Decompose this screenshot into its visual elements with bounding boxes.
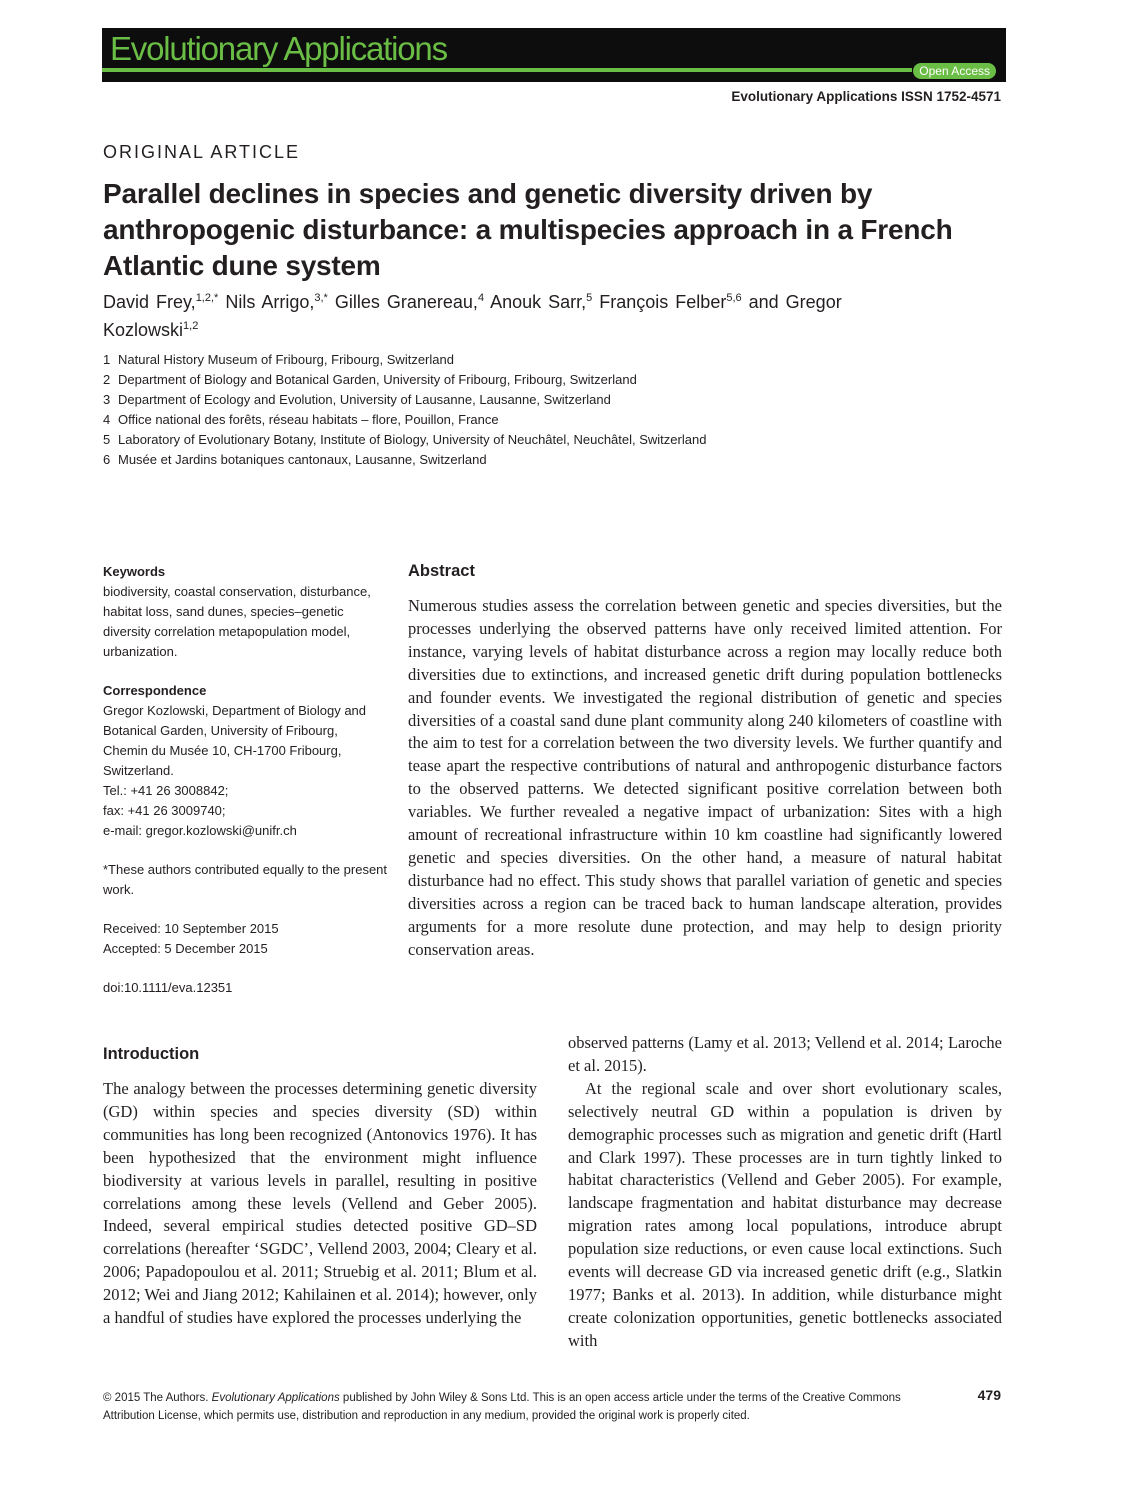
intro-paragraph-continued: observed patterns (Lamy et al. 2013; Vellend et al. 2014; Laroche et al. 2015). bbox=[568, 1033, 1002, 1075]
correspondence-email[interactable]: e-mail: gregor.kozlowski@unifr.ch bbox=[103, 823, 297, 838]
correspondence-line: fax: +41 26 3009740; bbox=[103, 803, 226, 818]
open-access-badge: Open Access bbox=[913, 63, 996, 79]
article-metadata-sidebar bbox=[103, 562, 393, 998]
introduction-heading: Introduction bbox=[103, 1045, 200, 1063]
affiliation-item: 5 Laboratory of Evolutionary Botany, Institute of Biology, University of Neuchâtel, Neuchâtel, Switzerland bbox=[103, 432, 707, 447]
intro-paragraph: At the regional scale and over short evolutionary scales, selectively neutral GD within a population is driven by demographic processes such as migration and genetic drift (Hartl and Clark 1997). These processes are in turn tightly linked to habitat characteristics (Vellend and Geber 2005). For example, landscape fragmentation and habitat disturbance may decrease migration rates among local populations, introduce abrupt population size reductions, or even cause local extinctions. Such events will decrease GD via increased genetic drift (e.g., Slatkin 1977; Banks et al. 2013). In addition, while disturbance might create colonization opportunities, genetic bottlenecks associated with bbox=[568, 1078, 1002, 1350]
correspondence-line: Switzerland. bbox=[103, 763, 174, 778]
journal-name-italic: Evolutionary Applications bbox=[211, 1392, 340, 1404]
body-column-right bbox=[568, 1032, 1002, 1353]
page-number: 479 bbox=[977, 1387, 1001, 1403]
correspondence-label: Correspondence bbox=[103, 683, 207, 698]
author-list bbox=[103, 286, 923, 342]
received-date: Received: 10 September 2015 bbox=[103, 921, 279, 936]
dates-block bbox=[103, 919, 393, 959]
article-type: ORIGINAL ARTICLE bbox=[103, 142, 301, 162]
issn-line: Evolutionary Applications ISSN 1752-4571 bbox=[731, 89, 1001, 104]
author: Nils Arrigo,$^{3,*}$ bbox=[225, 292, 328, 312]
copyright-footer: © 2015 The Authors. Evolutionary Applications published by John Wiley & Sons Ltd. This is an open access article under the terms of the Creative Commons Attribution License, which permits use, distribution and reproduction in any medium, provided the original work is properly cited. bbox=[103, 1392, 901, 1422]
affiliation-item: 6 Musée et Jardins botaniques cantonaux, Lausanne, Switzerland bbox=[103, 452, 487, 467]
equal-contribution-note: *These authors contributed equally to the present work. bbox=[103, 862, 388, 897]
article-title: Parallel declines in species and genetic diversity driven by anthropogenic disturbance: a multispecies approach in a French Atlantic dune system bbox=[103, 178, 953, 281]
affiliation-list bbox=[103, 350, 1003, 470]
author: Anouk Sarr,$^5$ bbox=[490, 292, 593, 312]
correspondence-line: Chemin du Musée 10, CH-1700 Fribourg, bbox=[103, 743, 342, 758]
masthead-rule bbox=[102, 68, 912, 72]
affiliation-item: 3 Department of Ecology and Evolution, University of Lausanne, Lausanne, Switzerland bbox=[103, 392, 611, 407]
journal-name: Evolutionary Applications bbox=[110, 30, 447, 67]
correspondence-line: Gregor Kozlowski, Department of Biology and bbox=[103, 703, 367, 718]
author: Gilles Granereau,$^4$ bbox=[334, 292, 485, 312]
author: David Frey,$^{1,2,*}$ bbox=[103, 292, 219, 312]
correspondence-line: Botanical Garden, University of Fribourg, bbox=[103, 723, 338, 738]
accepted-date: Accepted: 5 December 2015 bbox=[103, 941, 268, 956]
journal-masthead bbox=[102, 28, 1006, 82]
author: and Gregor Kozlowski$^{1,2}$ bbox=[103, 292, 842, 340]
keywords-block bbox=[103, 562, 393, 662]
author: François Felber$^{5,6}$ bbox=[599, 292, 742, 312]
abstract-heading: Abstract bbox=[408, 562, 475, 580]
intro-paragraph: The analogy between the processes determining genetic diversity (GD) within species and species diversity (SD) within communities has long been recognized (Antonovics 1976). It has been hypothesized that the environment might influence biodiversity at various levels in parallel, resulting in positive correlations among these levels (Vellend and Geber 2005). Indeed, several empirical studies detected positive GD–SD correlations (hereafter ‘SGDC’, Vellend 2003, 2004; Cleary et al. 2006; Papadopoulou et al. 2011; Struebig et al. 2011; Blum et al. 2012; Wei and Jiang 2012; Kahilainen et al. 2014); however, only a handful of studies have explored the processes underlying the bbox=[103, 1079, 537, 1328]
doi-link[interactable]: doi:10.1111/eva.12351 bbox=[103, 980, 233, 995]
correspondence-block bbox=[103, 681, 393, 841]
correspondence-line: Tel.: +41 26 3008842; bbox=[103, 783, 229, 798]
affiliation-item: 2 Department of Biology and Botanical Garden, University of Fribourg, Fribourg, Switzerland bbox=[103, 372, 637, 387]
keywords-text: biodiversity, coastal conservation, disturbance, habitat loss, sand dunes, species–genetic diversity correlation metapopulation model, urbanization. bbox=[103, 584, 371, 659]
abstract-text: Numerous studies assess the correlation between genetic and species diversities, but the processes underlying the observed patterns have only received limited attention. For instance, varying levels of habitat disturbance across a region may locally reduce both diversities due to extinctions, and increased genetic drift during population bottlenecks and founder events. We investigated the regional distribution of genetic and species diversities of a coastal sand dune plant community along 240 kilometers of coastline with the aim to test for a correlation between the two diversity levels. We further quantify and tease apart the respective contributions of natural and anthropogenic disturbance factors to the observed patterns. We detected significant positive correlation between both variables. We further revealed a negative impact of urbanization: Sites with a high amount of recreational infrastructure within 10 km coastline had significantly lowered genetic and species diversities. On the other hand, a measure of natural habitat disturbance had no effect. This study shows that parallel variation of genetic and species diversities across a region can be traced back to human landscape alteration, provides arguments for a more resolute dune protection, and may help to design priority conservation areas. bbox=[408, 596, 1002, 959]
body-column-left bbox=[103, 1078, 537, 1330]
affiliation-item: 4 Office national des forêts, réseau habitats – flore, Pouillon, France bbox=[103, 412, 499, 427]
affiliation-item: 1 Natural History Museum of Fribourg, Fribourg, Switzerland bbox=[103, 352, 454, 367]
keywords-label: Keywords bbox=[103, 564, 166, 579]
